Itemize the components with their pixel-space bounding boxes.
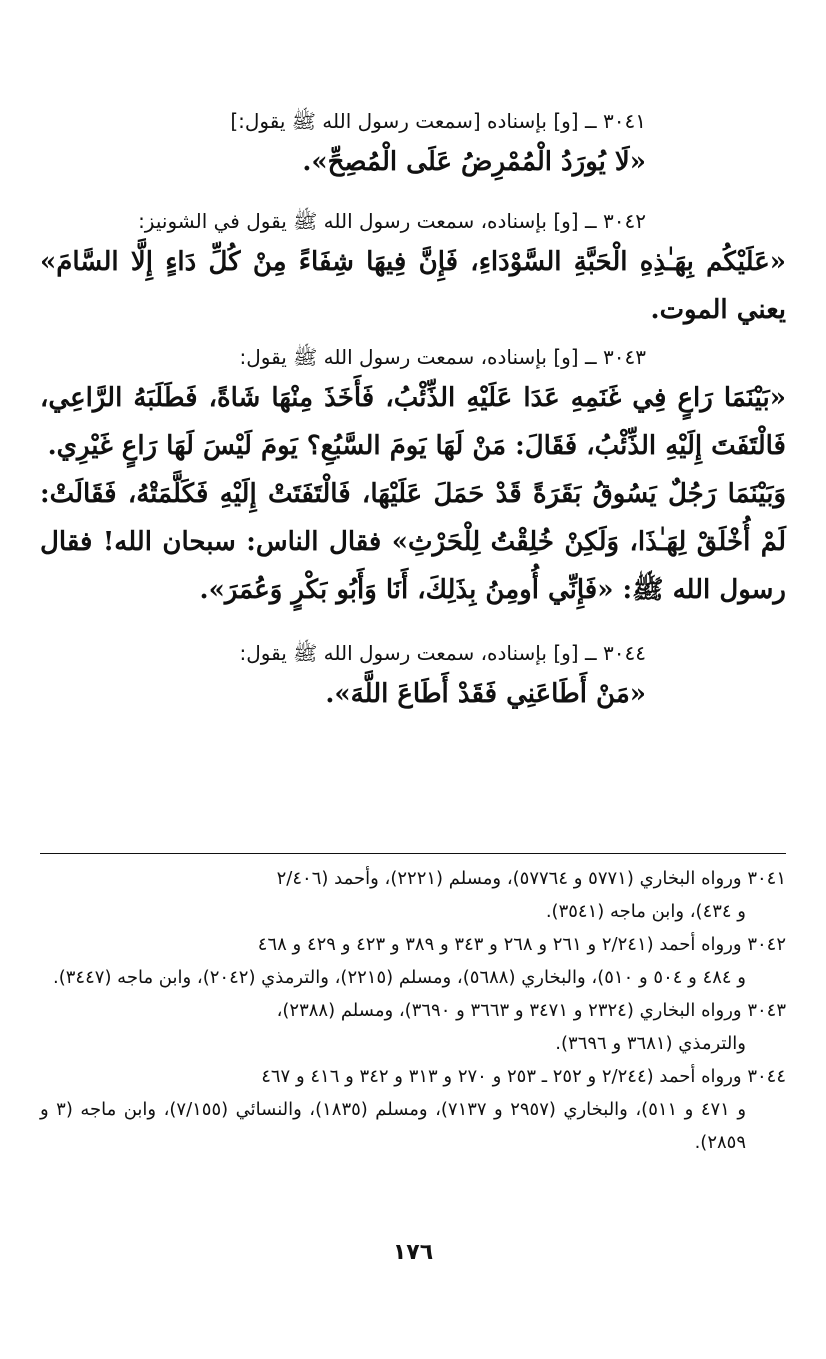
page-number: ١٧٦ (392, 1240, 434, 1265)
hadith-text-paragraph-1: «بَيْنَمَا رَاعٍ فِي غَنَمِهِ عَدَا عَلَيْهِ الذِّئْبُ، فَأَخَذَ مِنْهَا شَاةً، فَطَلَبَهُ الرَّاعِي، فَالْتَفَتَ إِلَيْهِ الذِّئْبُ، فَقَالَ: مَنْ لَهَا يَومَ السَّبُعِ؟ يَومَ لَيْسَ لَهَا رَاعٍ غَيْرِي. (40, 383, 786, 461)
hadith-text: «عَلَيْكُم بِهَـٰذِهِ الْحَبَّةِ السَّوْدَاءِ، فَإِنَّ فِيهَا شِفَاءً مِنْ كُلِّ دَاءٍ إِلَّا السَّامَ» يعني الموت. (40, 247, 786, 325)
hadith-body (40, 90, 786, 718)
hadith-heading: ٣٠٤٢ ــ [و] بإسناده، سمعت رسول الله ﷺ يقول في الشونيز: (138, 209, 646, 233)
hadith-entry-3044 (40, 636, 786, 718)
hadith-entry-3042 (40, 204, 786, 334)
hadith-text: «مَنْ أَطَاعَنِي فَقَدْ أَطَاعَ اللَّهَ». (325, 679, 646, 709)
footnote-3044 (40, 1060, 786, 1159)
hadith-heading: ٣٠٤٤ ــ [و] بإسناده، سمعت رسول الله ﷺ يقول: (239, 641, 646, 665)
hadith-heading: ٣٠٤٣ ــ [و] بإسناده، سمعت رسول الله ﷺ يقول: (239, 345, 646, 369)
hadith-heading: ٣٠٤١ ــ [و] بإسناده [سمعت رسول الله ﷺ يقول:] (230, 109, 646, 133)
hadith-entry-3041 (40, 104, 786, 186)
footnote-3042 (40, 928, 786, 994)
footnote-line: ٣٠٤٣ ورواه البخاري (٢٣٢٤ و ٣٤٧١ و ٣٦٦٣ و ٣٦٩٠)، ومسلم (٢٣٨٨)، (276, 1000, 786, 1021)
footnote-continuation: و ٤٨٤ و ٥٠٤ و ٥١٠)، والبخاري (٥٦٨٨)، ومسلم (٢٢١٥)، والترمذي (٢٠٤٢)، وابن ماجه (٣٤٤٧). (53, 967, 746, 988)
hadith-entry-3043 (40, 340, 786, 614)
footnote-continuation: والترمذي (٣٦٨١ و ٣٦٩٦). (555, 1033, 746, 1054)
footnote-3043 (40, 994, 786, 1060)
footnote-3041 (40, 862, 786, 928)
footnote-line: ٣٠٤٤ ورواه أحمد (٢/٢٤٤ و ٢٥٢ ـ ٢٥٣ و ٢٧٠ و ٣١٣ و ٣٤٢ و ٤١٦ و ٤٦٧ (261, 1066, 786, 1087)
footnote-continuation: و ٤٣٤)، وابن ماجه (٣٥٤١). (545, 901, 746, 922)
footnote-line: ٣٠٤٢ ورواه أحمد (٢/٢٤١ و ٢٦١ و ٢٦٨ و ٣٤٣ و ٣٨٩ و ٤٢٣ و ٤٢٩ و ٤٦٨ (257, 934, 786, 955)
hadith-text-paragraph-2: وَبَيْنَمَا رَجُلٌ يَسُوقُ بَقَرَةً قَدْ حَمَلَ عَلَيْهَا، فَالْتَفَتَتْ إِلَيْهِ فَكَلَّمَتْهُ، فَقَالَتْ: لَمْ أُخْلَقْ لِهَـٰذَا، وَلَكِنْ خُلِقْتُ لِلْحَرْثِ» فقال الناس: سبحان الله! فقال رسول الله ﷺ: «فَإِنِّي أُومِنُ بِذَلِكَ، أَنَا وَأَبُو بَكْرٍ وَعُمَرَ». (40, 479, 787, 605)
footnote-divider (40, 853, 786, 854)
footnote-continuation: و ٤٧١ و ٥١١)، والبخاري (٢٩٥٧ و ٧١٣٧)، ومسلم (١٨٣٥)، والنسائي (٧/١٥٥)، وابن ماجه (٣ و ٢٨٥٩). (40, 1099, 747, 1153)
footnote-line: ٣٠٤١ ورواه البخاري (٥٧٧١ و ٥٧٧٦٤)، ومسلم (٢٢٢١)، وأحمد (٢/٤٠٦ (276, 868, 786, 889)
hadith-text: «لَا يُورَدُ الْمُمْرِضُ عَلَى الْمُصِحِّ». (302, 147, 646, 177)
footnotes (40, 862, 786, 1159)
